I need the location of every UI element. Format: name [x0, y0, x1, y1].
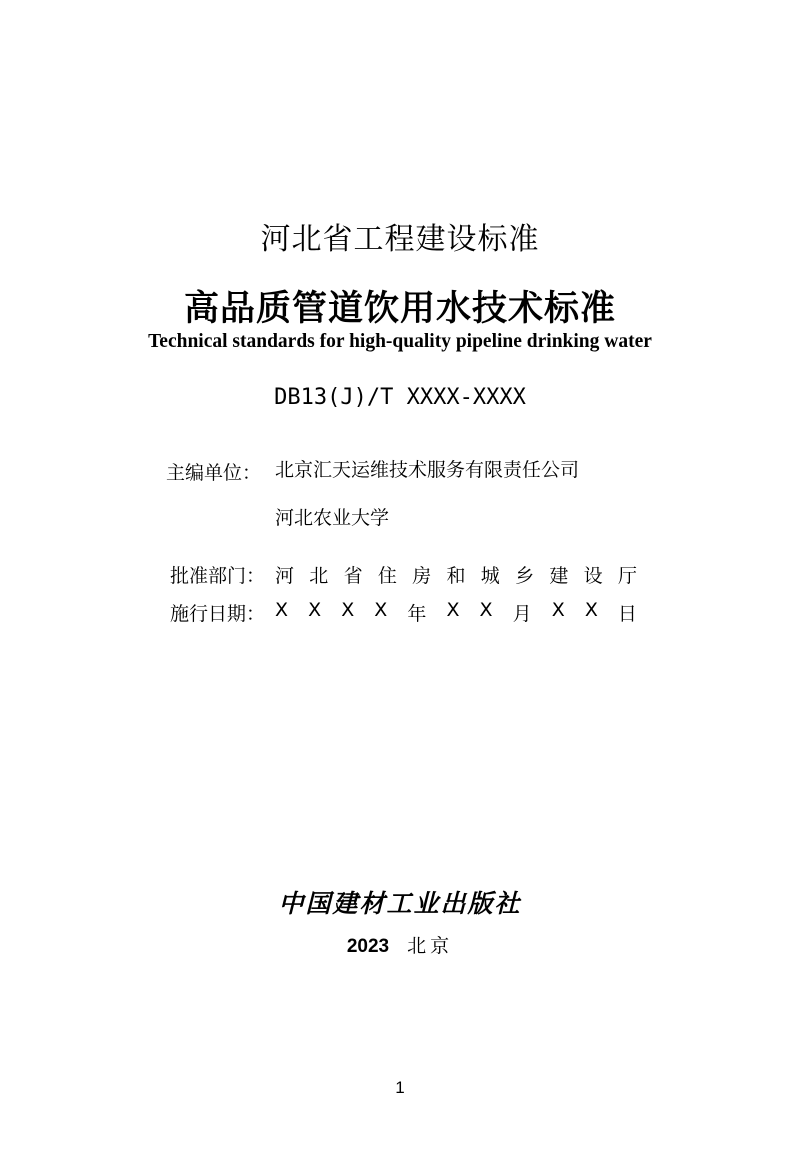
spread-char: X — [275, 599, 289, 621]
effective-date-label: 施行日期： — [170, 603, 266, 625]
editor-org-1: 北京汇天运维技术服务有限责任公司 — [275, 459, 580, 481]
spread-char: 建 — [549, 565, 569, 587]
publication-year: 2023 — [346, 936, 390, 957]
spread-char: X — [341, 599, 355, 621]
spread-char: 设 — [583, 565, 603, 587]
spread-char: 乡 — [515, 565, 535, 587]
spread-char: 月 — [512, 603, 532, 625]
effective-date-value — [275, 599, 637, 626]
spread-char: 北 — [309, 565, 329, 587]
approval-value — [275, 561, 637, 588]
publication-line — [0, 931, 800, 958]
spread-char: X — [308, 599, 322, 621]
spread-char: X — [584, 599, 598, 621]
spread-char: 年 — [407, 603, 427, 625]
spread-char: 省 — [343, 565, 363, 587]
publication-city: 北京 — [407, 935, 454, 957]
page-number: 1 — [395, 1078, 405, 1097]
publisher-logo: 中国建材工业出版社 — [278, 889, 522, 918]
spread-char: 城 — [480, 565, 500, 587]
approval-row — [170, 561, 637, 588]
spread-char: 房 — [412, 565, 432, 587]
spread-char: 厅 — [617, 565, 637, 587]
effective-date-row — [170, 599, 637, 626]
document-title-chinese: 高品质管道饮用水技术标准 — [183, 288, 616, 329]
spread-char: 住 — [377, 565, 397, 587]
spread-char: X — [551, 599, 565, 621]
document-title-english: Technical standards for high-quality pipeline drinking water — [148, 331, 652, 352]
spread-char: 日 — [617, 603, 637, 625]
approval-label: 批准部门： — [170, 565, 266, 587]
editor-org-2: 河北农业大学 — [275, 507, 390, 529]
spread-char: X — [446, 599, 460, 621]
spread-char: 河 — [275, 565, 295, 587]
spread-char: 和 — [446, 565, 466, 587]
standard-code: DB13(J)/T XXXX-XXXX — [274, 385, 526, 410]
editor-label: 主编单位： — [166, 462, 262, 484]
spread-char: X — [374, 599, 388, 621]
standard-series-title: 河北省工程建设标准 — [260, 222, 540, 257]
spread-char: X — [479, 599, 493, 621]
